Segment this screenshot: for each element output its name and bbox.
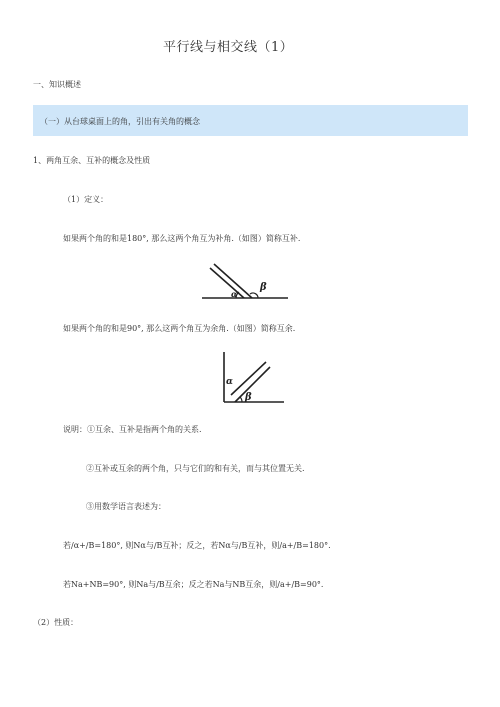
band-heading: （一）从台球桌面上的角，引出有关角的概念 — [40, 117, 200, 126]
paragraph-supplementary: 如果两个角的和是180°, 那么这两个角互为补角.（如图）简称互补. — [63, 234, 301, 243]
heading-complement-supplement: 1、两角互余、互补的概念及性质 — [33, 156, 151, 165]
note-2: ②互补或互余的两个角，只与它们的和有关，而与其位置无关. — [86, 464, 305, 473]
paragraph-complementary: 如果两个角的和是90°, 那么这两个角互为余角.（如图）简称互余. — [63, 324, 296, 333]
page-title: 平行线与相交线（1） — [163, 40, 294, 55]
supplementary-angle-figure — [200, 262, 290, 307]
alpha-label: α — [231, 289, 238, 299]
highlight-band — [33, 105, 468, 136]
complementary-angle-figure — [218, 350, 288, 410]
note-3: ③用数学语言表述为： — [86, 502, 166, 511]
subheading-properties: （2）性质： — [33, 618, 79, 627]
subheading-definition: （1）定义： — [63, 195, 109, 204]
beta-label: β — [260, 282, 267, 293]
formula-complementary: 若Na+NB=90°, 则Na与/B互余；反之若Na与NB互余，则/a+/B=90°. — [63, 580, 324, 589]
alpha-label: α — [226, 377, 233, 387]
formula-supplementary: 若/α+/B=180°, 则Nα与/B互补；反之，若Nα与/B互补，则/a+/B=180°. — [63, 541, 331, 550]
section-overview: 一、知识概述 — [33, 80, 81, 89]
beta-label: β — [245, 392, 252, 403]
note-1: 说明：①互余、互补是指两个角的关系. — [63, 425, 202, 434]
